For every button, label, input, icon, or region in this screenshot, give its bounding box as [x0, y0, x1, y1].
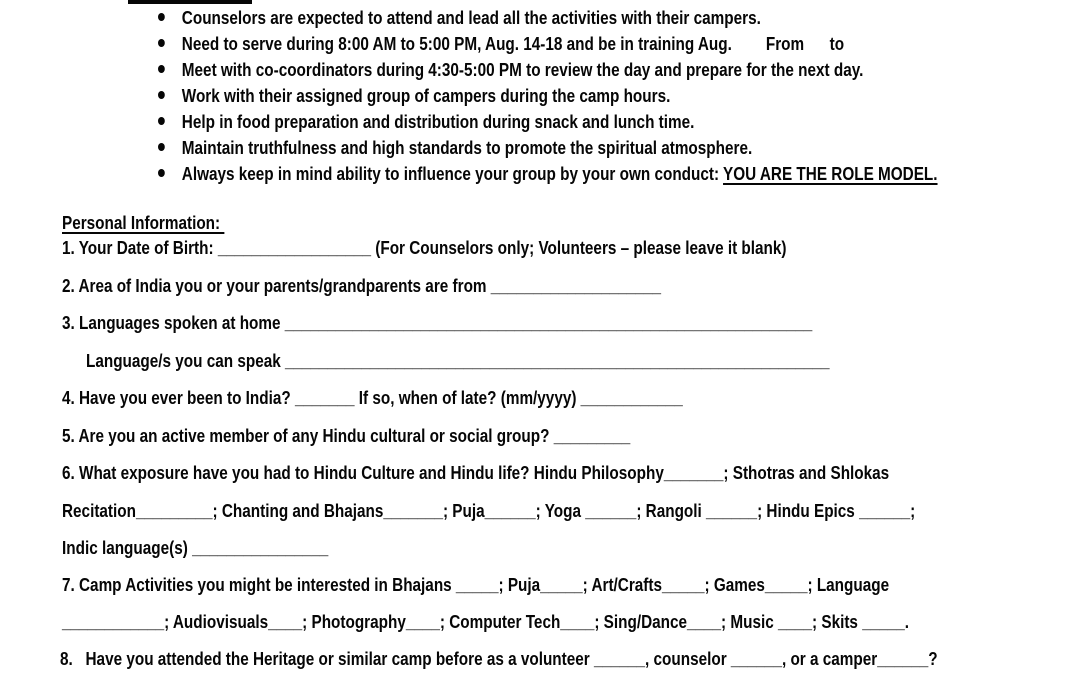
- form-line-q5: 5. Are you an active member of any Hindu cultural or social group? _________: [62, 426, 631, 446]
- form-line-q3: 3. Languages spoken at home ______________________________________________________________: [62, 313, 813, 333]
- bullet-icon: [158, 169, 165, 177]
- bullet-icon: [158, 39, 165, 47]
- form-line-q6b: Recitation_________; Chanting and Bhajans_______; Puja______; Yoga ______; Rangoli ______; Hindu Epics ______;: [62, 501, 916, 521]
- form-line-q7: 7. Camp Activities you might be interested in Bhajans _____; Puja_____; Art/Crafts_____; Games_____; Language: [62, 575, 890, 595]
- form-line-q3b: Language/s you can speak ________________________________________________________________: [86, 351, 830, 371]
- bullet-item: [158, 85, 670, 107]
- bullet-text: Always keep in mind ability to influence your group by your own conduct:: [181, 164, 724, 184]
- form-line-q2: 2. Area of India you or your parents/grandparents are from ____________________: [62, 276, 661, 296]
- bullet-icon: [158, 91, 165, 99]
- bullet-text: Need to serve during 8:00 AM to 5:00 PM, Aug. 14-18 and be in training Aug. From to: [181, 34, 845, 54]
- bullet-item: [158, 33, 844, 55]
- form-line-q4: 4. Have you ever been to India? _______ If so, when of late? (mm/yyyy) ____________: [62, 388, 683, 408]
- bullet-item: [158, 111, 694, 133]
- bullet-icon: [158, 117, 165, 125]
- bullet-text: Work with their assigned group of campers during the camp hours.: [181, 86, 671, 106]
- section-heading: Personal Information:: [62, 213, 225, 233]
- bullet-item: [158, 137, 752, 159]
- form-line-q6c: Indic language(s) ________________: [62, 538, 329, 558]
- bullet-text: Counselors are expected to attend and lead all the activities with their campers.: [181, 8, 761, 28]
- bullet-item: [158, 163, 938, 185]
- bullet-text: Meet with co-coordinators during 4:30-5:00 PM to review the day and prepare for the next day.: [181, 60, 864, 80]
- form-line-q6: 6. What exposure have you had to Hindu Culture and Hindu life? Hindu Philosophy_______; Sthotras and Shlokas: [62, 463, 890, 483]
- bullet-icon: [158, 65, 165, 73]
- truncated-heading-underline: [128, 0, 252, 4]
- form-line-q1: 1. Your Date of Birth: __________________ (For Counselors only; Volunteers – please leave it blank): [62, 238, 787, 258]
- bullet-icon: [158, 13, 165, 21]
- bullet-text: Maintain truthfulness and high standards to promote the spiritual atmosphere.: [181, 138, 753, 158]
- bullet-icon: [158, 143, 165, 151]
- role-model-emphasis: YOU ARE THE ROLE MODEL.: [723, 164, 938, 184]
- bullet-item: [158, 59, 863, 81]
- form-line-q8: 8. Have you attended the Heritage or similar camp before as a volunteer ______, counselor ______, or a camper______?: [60, 649, 938, 669]
- form-line-q7b: ____________; Audiovisuals____; Photography____; Computer Tech____; Sing/Dance____; Music ____; Skits _____.: [62, 612, 909, 632]
- bullet-item: [158, 7, 761, 29]
- bullet-text: Help in food preparation and distribution during snack and lunch time.: [181, 112, 695, 132]
